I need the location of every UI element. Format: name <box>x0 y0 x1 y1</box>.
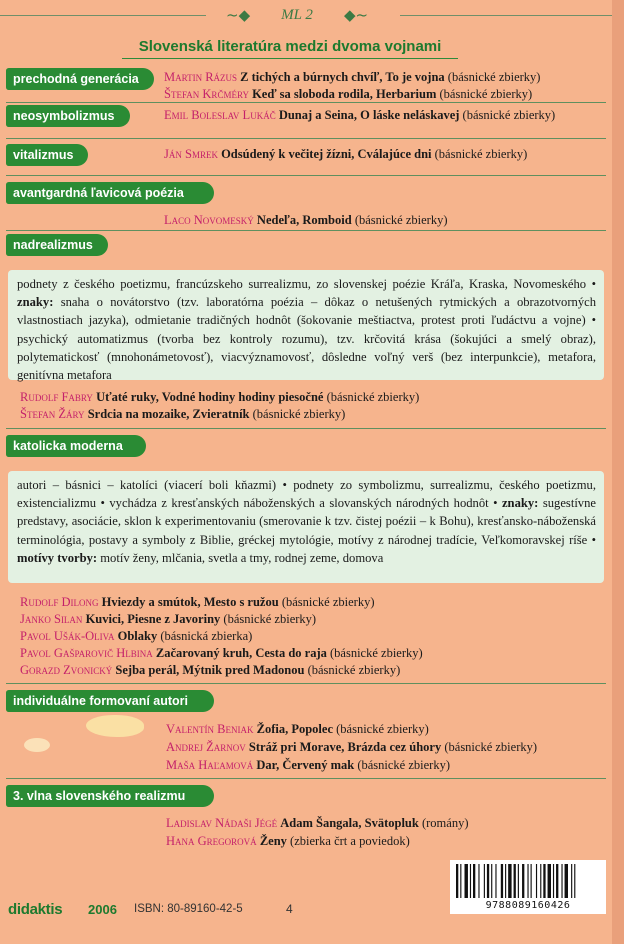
author-name: Gorazd Zvonický <box>20 663 113 677</box>
barcode-bar <box>508 864 511 898</box>
barcode-bar <box>531 864 532 898</box>
work-titles: Sejba perál, Mýtnik pred Madonou <box>115 663 305 677</box>
section-label-avantgardna-lavicova-poezia: avantgardná ľavicová poézia <box>6 182 214 204</box>
entry-line <box>20 662 400 678</box>
work-type: (zbierka črt a poviedok) <box>290 834 410 848</box>
section-divider <box>6 175 606 176</box>
author-name: Emil Boleslav Lukáč <box>164 108 276 122</box>
section-label-individualne-formovani-autori: individuálne formovaní autori <box>6 690 214 712</box>
title-underline <box>122 58 458 59</box>
author-name: Hana Gregorová <box>166 834 257 848</box>
description-keyword: motívy tvorby: <box>17 550 98 565</box>
work-type: (básnické zbierky) <box>447 70 541 84</box>
work-titles: Adam Šangala, Svätopluk <box>280 816 419 830</box>
author-name: Pavol Ušák-Oliva <box>20 629 115 643</box>
description-keyword: znaky: <box>501 496 539 511</box>
barcode-bar <box>465 864 468 898</box>
paint-smudge <box>86 715 144 737</box>
entry-line <box>20 406 345 422</box>
work-titles: Dunaj a Seina, O láske neláskavej <box>278 108 460 122</box>
barcode-bar <box>556 864 558 898</box>
barcode-bar <box>527 864 528 898</box>
barcode-bar <box>553 864 554 898</box>
section-divider <box>6 683 606 684</box>
barcode-bar <box>470 864 471 898</box>
barcode-bar <box>574 864 575 898</box>
entry-line <box>20 645 423 661</box>
work-type: (básnické zbierky) <box>434 147 528 161</box>
description-text: podnety z českého poetizmu, francúzskeho surrealizmu, zo slovenskej poézie Kráľa, Kraska, Novomeského • <box>17 277 596 291</box>
author-name: Ján Smrek <box>164 147 218 161</box>
barcode-bar <box>514 864 516 898</box>
section-divider <box>6 230 606 231</box>
ornament-line-right <box>400 15 612 16</box>
work-titles: Hviezdy a smútok, Mesto s ružou <box>101 595 279 609</box>
barcode-bar <box>487 864 489 898</box>
series-code: ML 2 <box>281 7 313 23</box>
entry-line <box>164 69 540 85</box>
entry-line <box>166 757 450 773</box>
barcode-bar <box>473 864 475 898</box>
swirl-ornament-icon: ◆~ <box>344 6 369 24</box>
entry-line <box>20 389 419 405</box>
work-titles: Začarovaný kruh, Cesta do raja <box>155 646 327 660</box>
description-box <box>8 471 604 583</box>
entry-line <box>164 86 532 102</box>
entry-line <box>166 721 429 737</box>
description-text: autori – básnici – katolíci (viacerí boli kňazmi) • podnety zo symbolizmu, surrealizmu, českého poetizmu, existencializmu • vychádza z kresťanských náboženských a slovanských národných hodnôt • <box>17 478 596 511</box>
barcode-bar <box>571 864 572 898</box>
barcode-bar <box>522 864 524 898</box>
paint-smudge <box>24 738 50 752</box>
entry-line <box>164 212 447 228</box>
publication-year: 2006 <box>88 902 117 917</box>
swirl-ornament-icon: ~◆ <box>226 6 251 24</box>
work-type: (básnické zbierky) <box>462 108 556 122</box>
section-label-nadrealizmus: nadrealizmus <box>6 234 108 256</box>
author-name: Andrej Žarnov <box>166 740 246 754</box>
description-text: motív ženy, mlčania, svetla a tmy, rodnej zeme, domova <box>100 550 384 565</box>
work-titles: Žofia, Popolec <box>256 722 333 736</box>
work-type: (básnické zbierky) <box>252 407 346 421</box>
entry-line <box>164 107 555 123</box>
work-titles: Z tichých a búrnych chvíľ, To je vojna <box>240 70 445 84</box>
author-name: Maša Haľamová <box>166 758 254 772</box>
barcode-bar <box>501 864 503 898</box>
section-label-3-vlna-slovenskeho-realizmu: 3. vlna slovenského realizmu <box>6 785 214 807</box>
entry-line <box>166 815 468 831</box>
page-title: Slovenská literatúra medzi dvoma vojnami <box>138 38 442 55</box>
author-name: Ladislav Nádaši Jégé <box>166 816 278 830</box>
work-titles: Keď sa sloboda rodila, Herbarium <box>252 87 437 101</box>
description-text: snaha o novátorstvo (tzv. laboratórna poézia – dôkaz o netušených rytmických a obrazotvorných vlastnostiach jazyka), odmietanie tradičných hodnôt (šokovanie meštiactva, protest proti ľudáctvu a vojne) • psychický automatizmus (tvorba bez kontroly rozumu), tzv. krčovitá krása (šokujúci a smelý obraz), polytematickosť (mnohonámetovosť), viacvýznamovosť, dôsledne voľný verš (bez interpunkcie), metafora, genitívna metafora <box>17 295 596 383</box>
work-titles: Kuvici, Piesne z Javoriny <box>85 612 221 626</box>
work-titles: Oblaky <box>117 629 158 643</box>
work-type: (básnická zbierka) <box>160 629 253 643</box>
publisher-logo: didaktis <box>8 901 63 918</box>
barcode-bar <box>536 864 537 898</box>
work-type: (básnické zbierky) <box>336 722 429 736</box>
author-name: Rudolf Fabry <box>20 390 93 404</box>
entry-line <box>20 611 316 627</box>
section-divider <box>6 138 606 139</box>
description-text: sugestívne predstavy, asociácie, sklon k experimentovaniu (smerovanie k tzv. čistej poézii – k Bohu), kresťansko-náboženská terminológia, postavy a symboly z Biblie, gréckej mytológie, motívy z národnej tradície, Veľkomoravskej ríše • <box>17 496 596 547</box>
work-type: (básnické zbierky) <box>354 213 448 227</box>
barcode-bar <box>478 864 479 898</box>
entry-line <box>20 594 374 610</box>
work-type: (básnické zbierky) <box>444 740 538 754</box>
work-titles: Odsúdený k večitej žízni, Cválajúce dni <box>221 147 432 161</box>
work-titles: Srdcia na mozaike, Zvieratník <box>87 407 250 421</box>
section-divider <box>6 428 606 429</box>
description-keyword: znaky: <box>17 295 54 310</box>
work-type: (básnické zbierky) <box>357 758 450 772</box>
section-divider <box>6 102 606 103</box>
barcode-bar <box>548 864 551 898</box>
description-box <box>8 270 604 383</box>
work-type: (básnické zbierky) <box>223 612 317 626</box>
footer <box>0 895 624 925</box>
barcode-bar <box>518 864 519 898</box>
work-type: (básnické zbierky) <box>330 646 423 660</box>
section-label-prechodna-generacia: prechodná generácia <box>6 68 154 90</box>
work-titles: Stráž pri Morave, Brázda cez úhory <box>248 740 442 754</box>
work-type: (básnické zbierky) <box>326 390 420 404</box>
author-name: Janko Silan <box>20 612 83 626</box>
barcode-bar <box>565 864 568 898</box>
barcode-bar <box>540 864 541 898</box>
barcode-bar <box>561 864 562 898</box>
entry-line <box>166 739 537 755</box>
barcode-bar <box>484 864 485 898</box>
author-name: Pavol Gašparovič Hlbina <box>20 646 153 660</box>
work-type: (básnické zbierky) <box>307 663 401 677</box>
header-ornament <box>0 4 624 26</box>
work-type: (romány) <box>421 816 469 830</box>
page-number: 4 <box>286 902 293 916</box>
section-divider <box>6 778 606 779</box>
barcode-bar <box>495 864 496 898</box>
barcode-bar <box>456 864 458 898</box>
section-label-neosymbolizmus: neosymbolizmus <box>6 105 130 127</box>
barcode-digits: 9788089160426 <box>485 900 571 911</box>
work-type: (básnické zbierky) <box>439 87 533 101</box>
author-name: Rudolf Dilong <box>20 595 99 609</box>
work-titles: Ženy <box>259 834 287 848</box>
barcode-bar <box>491 864 492 898</box>
author-name: Štefan Žáry <box>20 407 85 421</box>
work-titles: Dar, Červený mak <box>256 758 355 772</box>
entry-line <box>166 833 410 849</box>
isbn-number: ISBN: 80-89160-42-5 <box>134 903 243 915</box>
work-titles: Uťaté ruky, Vodné hodiny hodiny piesočné <box>96 390 324 404</box>
author-name: Martin Rázus <box>164 70 238 84</box>
barcode-bar <box>543 864 545 898</box>
barcode-bar <box>505 864 506 898</box>
entry-line <box>20 628 252 644</box>
entry-line <box>164 146 527 162</box>
page-edge <box>612 0 624 944</box>
ornament-line-left <box>0 15 206 16</box>
section-label-katolicka-moderna: katolicka moderna <box>6 435 146 457</box>
work-titles: Nedeľa, Romboid <box>256 213 352 227</box>
work-type: (básnické zbierky) <box>281 595 375 609</box>
author-name: Laco Novomeský <box>164 213 254 227</box>
barcode-bar <box>460 864 461 898</box>
author-name: Štefan Krčméry <box>164 87 249 101</box>
author-name: Valentín Beniak <box>166 722 254 736</box>
section-label-vitalizmus: vitalizmus <box>6 144 88 166</box>
